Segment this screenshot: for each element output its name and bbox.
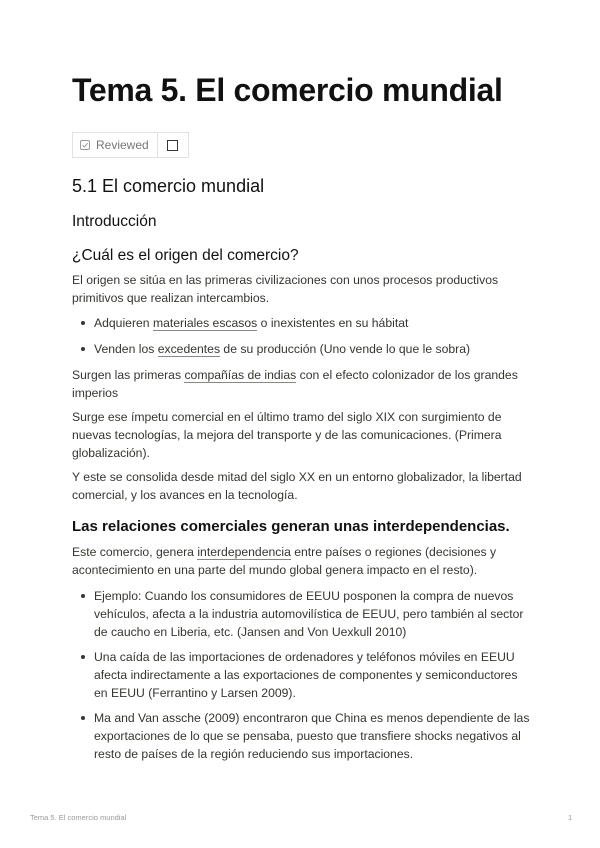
list-text: Ma and Van assche (2009) encontraron que China es menos dependiente de las exportaciones de lo que se pensaba, puesto que transfiere shocks negativos al resto de países de la región reduciendo sus importaciones. (94, 711, 530, 761)
bullet-icon (81, 347, 85, 351)
origin-paragraph-1: El origen se sitúa en las primeras civilizaciones con unos procesos productivos primitivos que realizan intercambios. (72, 273, 499, 305)
list-item (72, 340, 530, 358)
list-text: Una caída de las importaciones de ordenadores y teléfonos móviles en EEUU afecta indirectamente a las exportaciones de componentes y semiconductores en EEUU (Ferrantino y Larsen 2009). (94, 650, 518, 700)
section-heading: 5.1 El comercio mundial (72, 176, 265, 196)
page-title: Tema 5. El comercio mundial (72, 72, 503, 108)
list-item (72, 587, 530, 641)
paragraph-text: con el efecto colonizador de los grandes imperios (72, 368, 518, 400)
list-item (72, 314, 530, 332)
list-text: de su producción (Uno vende lo que le sobra) (220, 342, 471, 356)
list-text: o inexistentes en su hábitat (257, 316, 409, 330)
underlined-term: compañías de indias (184, 368, 297, 382)
property-row (72, 132, 189, 158)
paragraph-text: Surgen las primeras (72, 368, 185, 382)
paragraph-text: entre países o regiones (decisiones y acontecimiento en una parte del mundo global genera impacto en el resto). (72, 545, 497, 577)
footer-title: Tema 5. El comercio mundial (30, 813, 127, 822)
underlined-term: materiales escasos (152, 316, 258, 330)
bullet-icon (81, 716, 85, 720)
list-item (72, 648, 530, 702)
list-text: Venden los (94, 342, 158, 356)
property-name: Reviewed (96, 138, 149, 152)
list-text: Ejemplo: Cuando los consumidores de EEUU posponen la compra de nuevos vehículos, afecta a la industria automovilística de EEUU, pero también al sector de caucho en Liberia, etc. (Jansen and Von Uexkull 2010) (94, 589, 524, 639)
paragraph-text: Este comercio, genera (72, 545, 198, 559)
property-name-cell (73, 133, 158, 157)
list-text: Adquieren (94, 316, 153, 330)
property-value-cell[interactable] (158, 133, 188, 157)
origin-paragraph-3: Surge ese ímpetu comercial en el último tramo del siglo XIX con surgimiento de nuevas tecnologías, la mejora del transporte y de las comunicaciones. (Primera globalización). (72, 410, 502, 460)
bullet-icon (81, 594, 85, 598)
checkbox-property-icon (80, 140, 90, 150)
bullet-icon (81, 655, 85, 659)
list-item (72, 709, 530, 763)
intro-heading: Introducción (72, 213, 157, 230)
bullet-icon (81, 321, 85, 325)
relations-heading: Las relaciones comerciales generan unas interdependencias. (72, 518, 510, 535)
origin-heading: ¿Cuál es el origen del comercio? (72, 247, 299, 264)
origin-paragraph-2 (72, 366, 530, 402)
relations-paragraph-1 (72, 543, 530, 579)
footer-page-number: 1 (568, 813, 573, 822)
underlined-term: excedentes (157, 342, 221, 356)
underlined-term: interdependencia (197, 545, 291, 559)
reviewed-checkbox[interactable] (167, 140, 178, 151)
origin-paragraph-4: Y este se consolida desde mitad del siglo XX en un entorno globalizador, la libertad comercial, y los avances en la tecnología. (72, 470, 522, 502)
